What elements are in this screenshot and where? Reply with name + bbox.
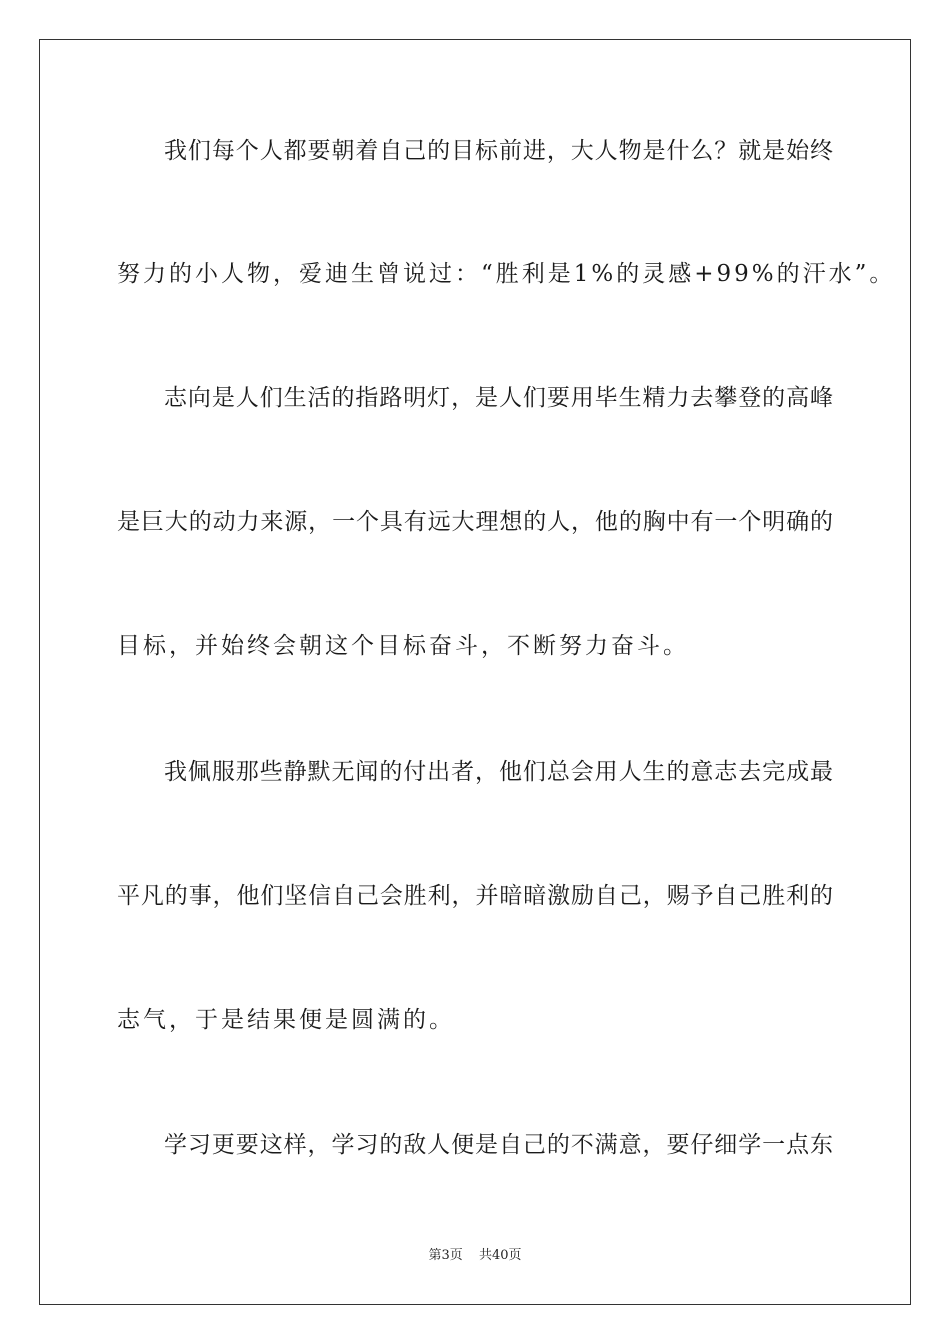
paragraph-3-line-3: 志气，于是结果便是圆满的。 bbox=[117, 1007, 455, 1033]
paragraph-2-line-1: 志向是人们生活的指路明灯，是人们要用毕生精力去攀登的高峰 bbox=[164, 385, 833, 411]
page-border bbox=[39, 39, 911, 1305]
paragraph-4-line-1: 学习更要这样，学习的敌人便是自己的不满意，要仔细学一点东 bbox=[164, 1132, 833, 1158]
total-pages: 共40页 bbox=[478, 1248, 522, 1263]
page-footer bbox=[0, 1247, 950, 1265]
paragraph-2-line-2: 是巨大的动力来源，一个具有远大理想的人，他的胸中有一个明确的 bbox=[117, 509, 833, 535]
paragraph-1-line-2: 努力的小人物，爱迪生曾说过：“胜利是1%的灵感+99%的汗水”。 bbox=[117, 261, 896, 287]
paragraph-3-line-2: 平凡的事，他们坚信自己会胜利，并暗暗激励自己，赐予自己胜利的 bbox=[117, 883, 833, 909]
paragraph-1-line-1: 我们每个人都要朝着自己的目标前进，大人物是什么？就是始终 bbox=[164, 138, 833, 164]
paragraph-2-line-3: 目标，并始终会朝这个目标奋斗，不断努力奋斗。 bbox=[117, 633, 689, 659]
page-number: 第3页 bbox=[428, 1248, 463, 1263]
paragraph-3-line-1: 我佩服那些静默无闻的付出者，他们总会用人生的意志去完成最 bbox=[164, 759, 833, 785]
